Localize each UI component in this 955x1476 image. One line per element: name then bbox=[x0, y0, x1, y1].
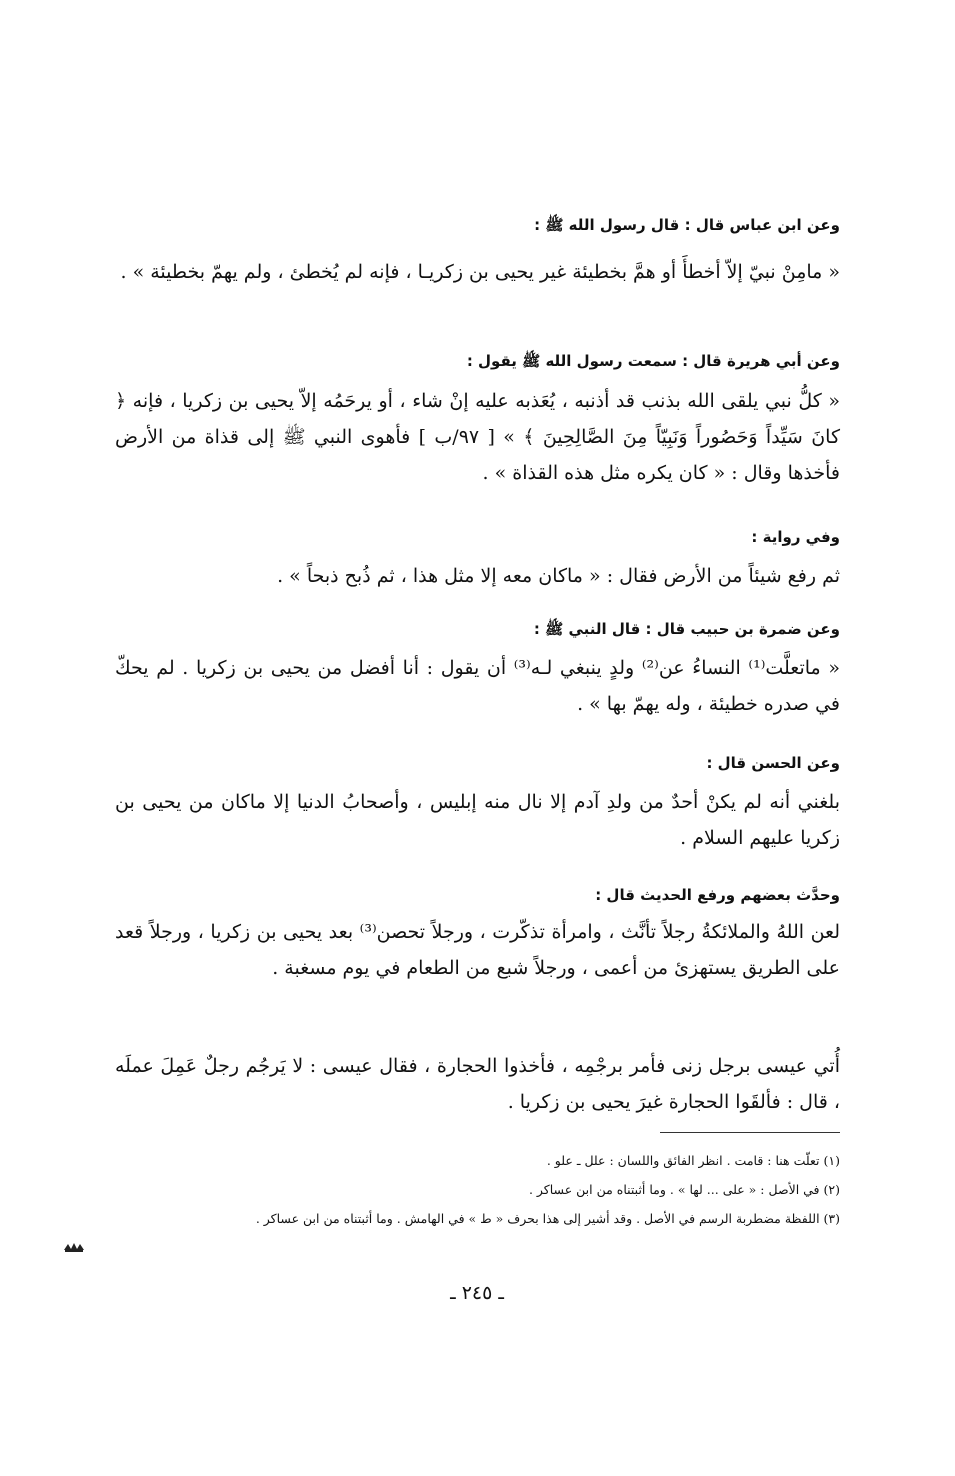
section-heading: وعن أبي هريرة قال : سمعت رسول الله ﷺ يقول : bbox=[466, 352, 840, 370]
page-number: ـ ٢٤٥ ـ bbox=[450, 1282, 504, 1304]
section-heading: وعن ابن عباس قال : قال رسول الله ﷺ : bbox=[534, 216, 840, 234]
section-heading: وعن ضمرة بن حبيب قال : قال النبي ﷺ : bbox=[533, 620, 840, 638]
section-heading: وحدَّث بعضهم ورفع الحديث قال : bbox=[595, 886, 840, 904]
footnote: (٣) اللفظة مضطربة الرسم في الأصل . وقد أشير إلى هذا بحرف « ط » في الهامش . وما أثبتناه من ابن عساكر . bbox=[255, 1211, 840, 1226]
section-heading: وفي رواية : bbox=[751, 528, 840, 546]
footnote: (١) تعلّت هنا : قامت . انظر الفائق واللسان : علل ـ علو . bbox=[546, 1153, 840, 1168]
hadith-text: بلغني أنه لم يكنْ أحدٌ من ولدِ آدم إلا نال منه إبليس ، وأصحابُ الدنيا إلا ماكان من يحيى بن زكريا عليهم السلام . bbox=[115, 791, 840, 849]
footnote-divider bbox=[660, 1132, 840, 1133]
hadith-text: « مامِنْ نبيّ إلاّ أخطأَ أو همَّ بخطيئة غير يحيى بن زكريـا ، فإنه لم يُخطئ ، ولم يهمّ بخطيئة » . bbox=[120, 261, 840, 283]
ornament-icon bbox=[62, 1240, 86, 1254]
hadith-text: « ماتعلَّت⁽¹⁾ النساءُ عن⁽²⁾ ولدٍ ينبغي لـه⁽³⁾ أن يقول : أنا أفضل من يحيى بن زكريا . لم يحكّ في صدره خطيئة ، وله يهمّ بها » . bbox=[115, 657, 840, 715]
section-heading: وعن الحسن قال : bbox=[706, 754, 840, 772]
footnote: (٢) في الأصل : « على ... لها » . وما أثبتناه من ابن عساكر . bbox=[528, 1182, 840, 1197]
hadith-text: « كلُّ نبي يلقى الله بذنب قد أذنبه ، يُعَذبه عليه إنْ شاء ، أو يرحَمُه إلاّ يحيى بن زكريا ، فإنه ﴿ كانَ سَيِّداً وَحَصُوراً وَنَبِيّاً مِنَ الصَّالِحِينَ ﴾ » [ ٩٧/ب ] فأهوى النبي ﷺ إلى قذاة من الأرض فأخذها وقال : « كان يكره مثل هذه القذاة » . bbox=[115, 390, 840, 484]
hadith-text: لعن اللهُ والملائكةُ رجلاً تأنَّث ، وامرأة تذكّرت ، ورجلاً تحصن⁽³⁾ بعد يحيى بن زكريا ، ورجلاً قعد على الطريق يستهزئ من أعمى ، ورجلاً شبع من الطعام في يوم مسغبة . bbox=[115, 921, 840, 979]
hadith-text: ثم رفع شيئاً من الأرض فقال : « ماكان معه إلا مثل هذا ، ثم ذُبح ذبحاً » . bbox=[277, 565, 840, 587]
hadith-text: أُتي عيسى برجل زنى فأمر برجْمِه ، فأخذوا الحجارة ، فقال عيسى : لا يَرجُم رجلٌ عَمِلَ عملَه ، قال : فألقَوا الحجارة غيرَ يحيى بن زكريا . bbox=[115, 1055, 840, 1113]
